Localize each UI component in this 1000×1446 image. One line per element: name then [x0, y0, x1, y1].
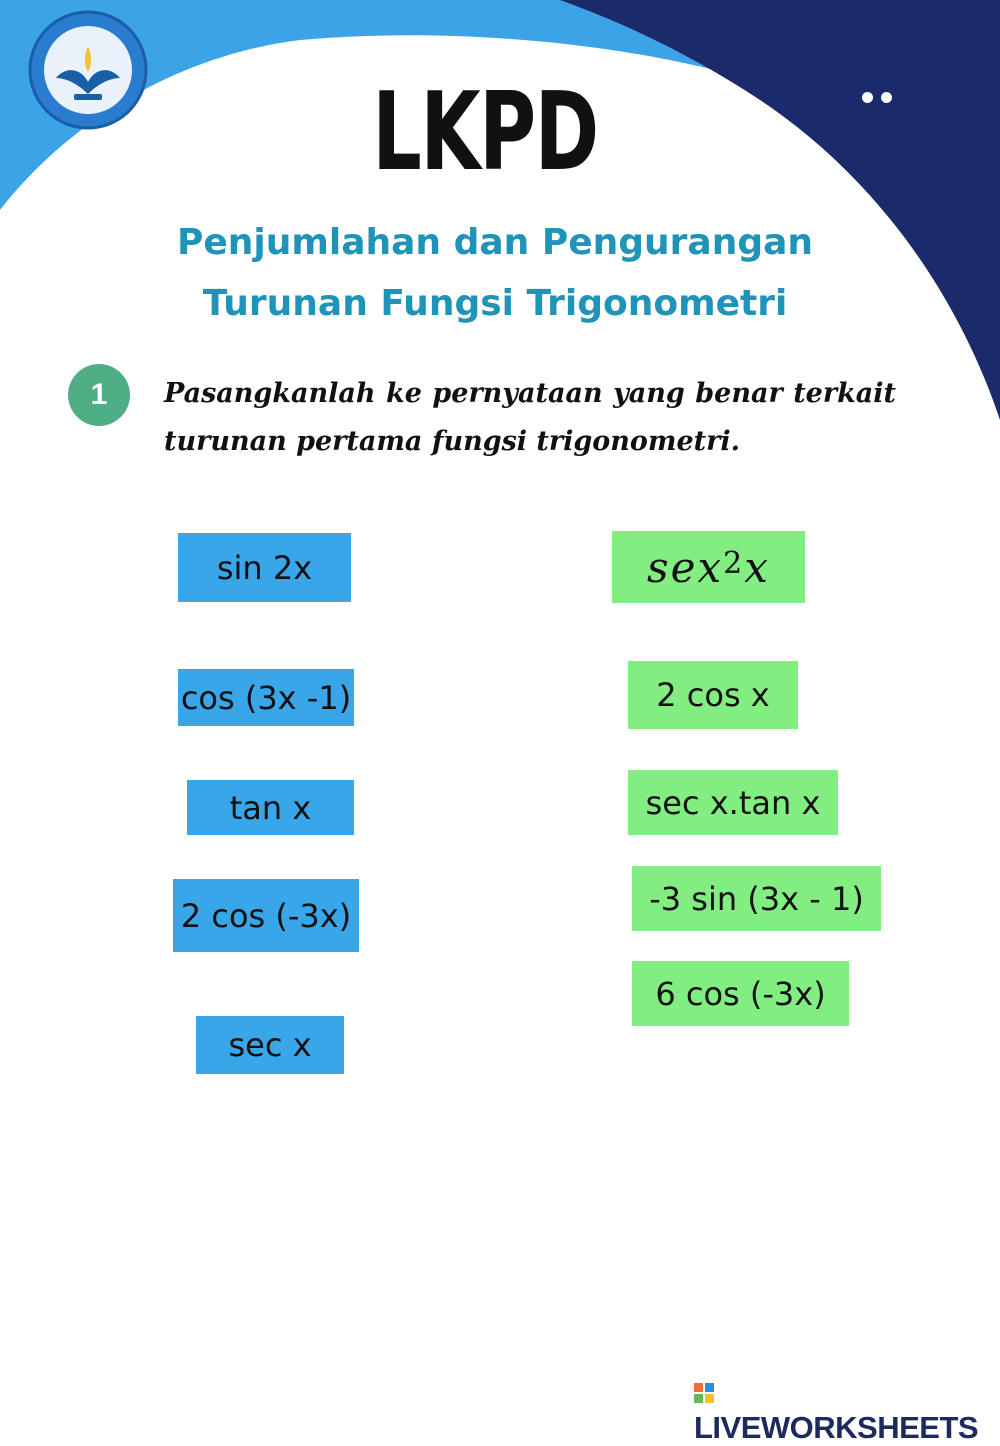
right-item-4[interactable]: -3 sin (3x - 1) [632, 866, 881, 931]
math-base: sex [647, 542, 724, 592]
right-item-1[interactable] [612, 531, 805, 603]
left-item-2[interactable]: cos (3x -1) [178, 669, 354, 726]
left-item-5[interactable]: sec x [196, 1016, 344, 1074]
right-item-3[interactable]: sec x.tan x [628, 770, 838, 835]
question-instruction: Pasangkanlah ke pernyataan yang benar terkait turunan pertama fungsi trigonometri. [164, 378, 896, 457]
left-item-1[interactable]: sin 2x [178, 533, 351, 602]
subtitle-line-2: Turunan Fungsi Trigonometri [202, 283, 788, 324]
subtitle-line-1: Penjumlahan dan Pengurangan [176, 222, 814, 263]
math-tail: x [744, 542, 770, 592]
navy-band [560, 0, 1000, 420]
right-item-2[interactable]: 2 cos x [628, 661, 798, 729]
liveworksheets-brand[interactable] [694, 1374, 1000, 1446]
brand-text: LIVEWORKSHEETS [694, 1410, 979, 1445]
decorative-dots [862, 88, 900, 107]
math-exponent: 2 [723, 545, 745, 581]
left-item-4[interactable]: 2 cos (-3x) [173, 879, 359, 952]
right-item-5[interactable]: 6 cos (-3x) [632, 961, 849, 1026]
left-item-3[interactable]: tan x [187, 780, 354, 835]
page-title: LKPD [372, 70, 598, 195]
liveworksheets-logo-icon [694, 1383, 714, 1403]
question-number-badge: 1 [68, 364, 130, 426]
tut-wuri-handayani-logo [26, 8, 150, 132]
